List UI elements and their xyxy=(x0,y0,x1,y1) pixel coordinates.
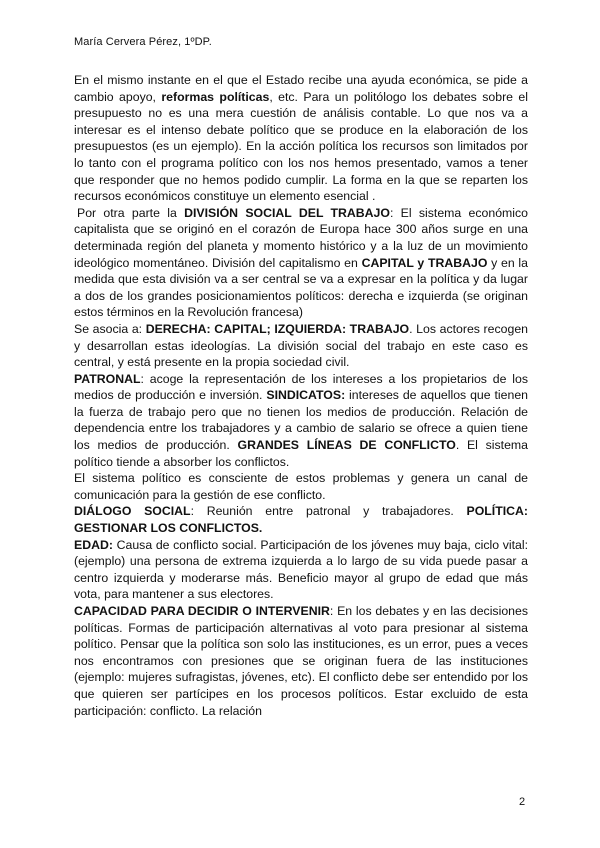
text-run: En el mismo instante en el que el Estado recibe una ayuda económica, se pide a cambio apoyo, xyxy=(74,73,528,104)
text-run: , etc. Para un politólogo los debates sobre el presupuesto no es una mera cuestión de análisis contable. Lo que nos va a interesar es el intenso debate político que se produce en la elaboración de los presupuestos (es un ejemplo). En la acción política los recursos son limitados por lo tanto con el programa político con los nos hemos presentado, vamos a tener que responder que no hemos podido cumplir. La forma en la que se reparten los recursos económicos constituye un elemento esencial . xyxy=(74,89,528,204)
paragraph xyxy=(74,537,528,603)
text-run: : En los debates y en las decisiones políticas. Formas de participación alternativas al voto para presionar al sistema político. Pensar que la política son solo las instituciones, es un error, pues a veces nos encontramos con presiones que se originan fuera de las instituciones (ejemplo: mujeres sufragistas, jóvenes, etc). El conflicto debe ser entendido por los que quieren ser partícipes en los procesos políticos. Estar excluido de esta participación: conflicto. La relación xyxy=(74,604,528,718)
bold-term: GRANDES LÍNEAS DE CONFLICTO xyxy=(237,438,456,453)
text-run: : acoge la representación de los intereses a los propietarios de los medios de producción e inversión. xyxy=(74,371,528,403)
paragraph xyxy=(74,371,528,471)
bold-term: DIÁLOGO SOCIAL xyxy=(74,504,191,519)
bold-term: POLÍTICA: GESTIONAR LOS CONFLICTOS. xyxy=(74,504,528,536)
paragraph xyxy=(74,503,528,536)
paragraph xyxy=(74,205,528,321)
bold-term: CAPITAL y TRABAJO xyxy=(361,255,488,270)
text-run: . Los actores recogen y desarrollan estas ideologías. La división social del trabajo en este caso es central, y está presente en la propia sociedad civil. xyxy=(74,321,529,370)
bold-term: CAPACIDAD PARA DECIDIR O INTERVENIR xyxy=(74,604,330,618)
text-run: Se asocia a: xyxy=(74,321,146,336)
body-text xyxy=(74,72,528,719)
bold-term: SINDICATOS: xyxy=(266,388,346,403)
paragraph xyxy=(74,321,528,371)
text-run: : Reunión entre patronal y trabajadores. xyxy=(190,504,467,519)
text-run: El sistema político es consciente de estos problemas y genera un canal de comunicación para la gestión de ese conflicto. xyxy=(74,471,528,502)
paragraph xyxy=(74,603,528,719)
text-run: Causa de conflicto social. Participación de los jóvenes muy baja, ciclo vital: (ejemplo) una persona de extrema izquierda a lo largo de su vida puede pasar a centro izquierda y moderarse más. Beneficio mayor al grupo de edad que más vota, para mantener a sus electores. xyxy=(74,537,528,602)
text-run: . El sistema político tiende a absorber los conflictos. xyxy=(74,438,528,469)
text-run: Por otra parte la xyxy=(77,205,185,220)
page-number: 2 xyxy=(519,796,526,808)
bold-term: DIVISIÓN SOCIAL DEL TRABAJO xyxy=(184,205,390,220)
paragraph xyxy=(74,470,528,503)
bold-term: EDAD: xyxy=(74,537,113,552)
text-run: : El sistema económico capitalista que se originó en el corazón de Europa hace 300 años surge en una determinada región del planeta y momento histórico y a la luz de un movimiento ideológico momentáneo. División del capitalismo en xyxy=(74,205,529,270)
text-run: intereses de aquellos que tienen la fuerza de trabajo pero que no tienen los medios de producción. Relación de dependencia entre los trabajadores y a cambio de salario se ofrece a quien tiene los medios de producción. xyxy=(74,388,528,453)
text-run: y en la medida que esta división va a ser central se va a expresar en la política y da lugar a dos de los grandes posicionamientos políticos: derecha e izquierda (se originan estos términos en la Revolución francesa) xyxy=(74,255,529,320)
author-header: María Cervera Pérez, 1ºDP. xyxy=(74,36,212,48)
paragraph xyxy=(74,72,528,205)
bold-term: reformas políticas xyxy=(161,89,270,104)
bold-term: DERECHA: CAPITAL; IZQUIERDA: TRABAJO xyxy=(145,321,410,336)
bold-term: PATRONAL xyxy=(74,371,141,386)
